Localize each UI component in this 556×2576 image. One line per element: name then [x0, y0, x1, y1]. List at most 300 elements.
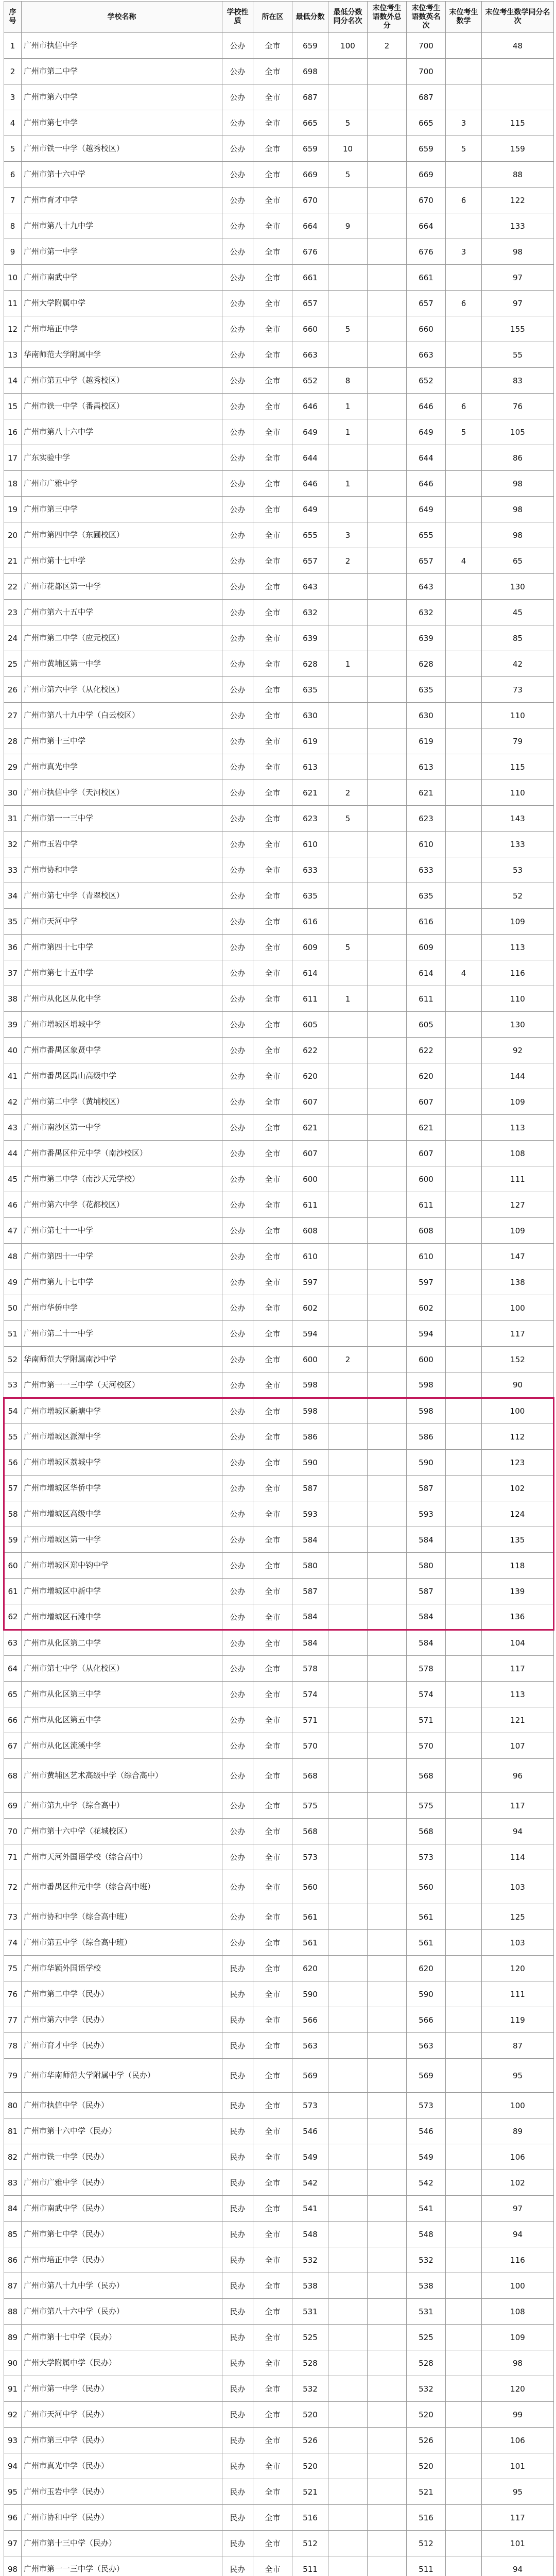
cell-school-name: 广州市育才中学 — [22, 188, 222, 213]
table-row — [4, 2196, 554, 2222]
cell-min-score: 584 — [292, 1604, 328, 1630]
cell-last-math — [446, 1930, 482, 1956]
cell-last-math-rank: 110 — [482, 986, 554, 1012]
cell-district: 全市 — [253, 1347, 292, 1372]
cell-seq: 71 — [4, 1844, 22, 1870]
cell-min-score-rank — [328, 1759, 368, 1793]
table-row — [4, 1398, 554, 1424]
table-row — [4, 1553, 554, 1579]
cell-last-math — [446, 2350, 482, 2376]
cell-school-name: 广州市从化区从化中学 — [22, 986, 222, 1012]
cell-school-name: 广州市华颖外国语学校 — [22, 1956, 222, 1981]
cell-seq: 54 — [4, 1398, 22, 1424]
cell-min-score: 621 — [292, 780, 328, 806]
cell-last-math — [446, 1501, 482, 1527]
cell-last-math — [446, 1904, 482, 1930]
cell-last-math-rank: 143 — [482, 806, 554, 832]
cell-last-math — [446, 1141, 482, 1166]
cell-min-score-rank — [328, 600, 368, 625]
cell-min-score-rank — [328, 1707, 368, 1733]
cell-school-name: 华南师范大学附属南沙中学 — [22, 1347, 222, 1372]
cell-seq: 3 — [4, 84, 22, 110]
cell-last-math-rank: 90 — [482, 1372, 554, 1398]
cell-seq: 38 — [4, 986, 22, 1012]
cell-last-math — [446, 1819, 482, 1844]
cell-last-total — [368, 2376, 407, 2402]
cell-school-type: 公办 — [222, 600, 253, 625]
table-row — [4, 445, 554, 471]
cell-district: 全市 — [253, 2376, 292, 2402]
cell-last-math — [446, 806, 482, 832]
cell-seq: 53 — [4, 1372, 22, 1398]
cell-min-score: 600 — [292, 1166, 328, 1192]
cell-school-type: 公办 — [222, 136, 253, 162]
cell-last-total — [368, 2453, 407, 2479]
cell-district: 全市 — [253, 1819, 292, 1844]
cell-last-total — [368, 2505, 407, 2531]
cell-school-name: 广州市天河中学 — [22, 909, 222, 935]
cell-seq: 28 — [4, 728, 22, 754]
cell-last-math-rank: 152 — [482, 1347, 554, 1372]
cell-district: 全市 — [253, 1981, 292, 2007]
cell-min-score: 560 — [292, 1870, 328, 1904]
cell-min-score-rank — [328, 1398, 368, 1424]
cell-last-rank: 538 — [407, 2273, 446, 2299]
cell-last-math-rank: 105 — [482, 419, 554, 445]
cell-last-rank: 531 — [407, 2299, 446, 2325]
cell-last-total — [368, 110, 407, 136]
cell-min-score-rank — [328, 1424, 368, 1450]
table-row — [4, 162, 554, 188]
cell-seq: 6 — [4, 162, 22, 188]
cell-seq: 69 — [4, 1793, 22, 1819]
cell-seq: 42 — [4, 1089, 22, 1115]
cell-min-score: 526 — [292, 2428, 328, 2453]
cell-seq: 82 — [4, 2144, 22, 2170]
cell-last-rank: 560 — [407, 1870, 446, 1904]
cell-school-type: 公办 — [222, 574, 253, 600]
cell-last-math — [446, 1707, 482, 1733]
cell-school-name: 广州市玉岩中学（民办） — [22, 2479, 222, 2505]
cell-seq: 77 — [4, 2007, 22, 2033]
cell-last-math-rank: 87 — [482, 2033, 554, 2059]
cell-school-name: 广州市增城区高级中学 — [22, 1501, 222, 1527]
cell-seq: 20 — [4, 522, 22, 548]
cell-school-type: 公办 — [222, 1372, 253, 1398]
cell-last-math: 3 — [446, 239, 482, 265]
cell-last-rank: 611 — [407, 1192, 446, 1218]
cell-last-math-rank: 97 — [482, 265, 554, 291]
cell-min-score-rank — [328, 1476, 368, 1501]
cell-last-math — [446, 1630, 482, 1656]
cell-last-math — [446, 600, 482, 625]
cell-district: 全市 — [253, 136, 292, 162]
cell-last-math — [446, 497, 482, 522]
cell-last-math — [446, 728, 482, 754]
cell-last-math — [446, 935, 482, 960]
cell-seq: 90 — [4, 2350, 22, 2376]
cell-last-math — [446, 2273, 482, 2299]
table-row — [4, 33, 554, 59]
table-row — [4, 239, 554, 265]
cell-last-total — [368, 2273, 407, 2299]
cell-min-score-rank — [328, 1870, 368, 1904]
cell-last-math — [446, 2556, 482, 2576]
cell-school-type: 公办 — [222, 1793, 253, 1819]
cell-school-type: 公办 — [222, 1166, 253, 1192]
cell-last-rank: 521 — [407, 2479, 446, 2505]
cell-school-name: 广州市第四十一中学 — [22, 1244, 222, 1269]
cell-min-score: 563 — [292, 2033, 328, 2059]
cell-min-score: 573 — [292, 1844, 328, 1870]
cell-last-rank: 644 — [407, 445, 446, 471]
cell-school-type: 公办 — [222, 368, 253, 394]
cell-last-math — [446, 1347, 482, 1372]
cell-school-type: 公办 — [222, 162, 253, 188]
cell-last-math-rank: 144 — [482, 1063, 554, 1089]
cell-min-score: 633 — [292, 857, 328, 883]
cell-last-math: 6 — [446, 291, 482, 316]
cell-seq: 31 — [4, 806, 22, 832]
cell-last-rank: 639 — [407, 625, 446, 651]
cell-min-score: 521 — [292, 2479, 328, 2505]
cell-min-score: 616 — [292, 909, 328, 935]
cell-last-math — [446, 2299, 482, 2325]
cell-last-math — [446, 986, 482, 1012]
cell-last-math — [446, 1604, 482, 1630]
cell-min-score-rank — [328, 1269, 368, 1295]
cell-district: 全市 — [253, 1372, 292, 1398]
header-last-total: 末位考生语数外总分 — [368, 2, 407, 33]
cell-last-rank: 520 — [407, 2453, 446, 2479]
cell-last-rank: 700 — [407, 33, 446, 59]
cell-school-name: 广州市从化区流溪中学 — [22, 1733, 222, 1759]
cell-min-score-rank — [328, 2505, 368, 2531]
cell-min-score-rank — [328, 2376, 368, 2402]
cell-last-math — [446, 471, 482, 497]
cell-school-type: 公办 — [222, 1930, 253, 1956]
cell-school-name: 广州市培正中学（民办） — [22, 2247, 222, 2273]
cell-last-math — [446, 1476, 482, 1501]
cell-last-total — [368, 548, 407, 574]
cell-min-score-rank — [328, 2059, 368, 2093]
cell-school-type: 公办 — [222, 1904, 253, 1930]
cell-min-score: 568 — [292, 1759, 328, 1793]
table-row — [4, 2093, 554, 2119]
cell-last-math — [446, 445, 482, 471]
table-row — [4, 2299, 554, 2325]
cell-district: 全市 — [253, 548, 292, 574]
cell-last-math — [446, 677, 482, 703]
cell-school-type: 公办 — [222, 806, 253, 832]
cell-last-math-rank: 97 — [482, 2196, 554, 2222]
header-min-score-rank: 最低分数同分名次 — [328, 2, 368, 33]
cell-last-math-rank: 122 — [482, 188, 554, 213]
cell-last-total — [368, 1656, 407, 1682]
cell-seq: 27 — [4, 703, 22, 728]
cell-last-math-rank: 101 — [482, 2453, 554, 2479]
header-row — [4, 2, 554, 33]
cell-school-name: 广州市增城区中新中学 — [22, 1579, 222, 1604]
cell-last-math-rank: 115 — [482, 110, 554, 136]
cell-seq: 85 — [4, 2222, 22, 2247]
cell-last-math-rank: 110 — [482, 703, 554, 728]
cell-min-score-rank — [328, 2299, 368, 2325]
cell-last-rank: 611 — [407, 986, 446, 1012]
cell-last-math — [446, 2531, 482, 2556]
cell-min-score: 598 — [292, 1372, 328, 1398]
cell-min-score-rank — [328, 1930, 368, 1956]
cell-last-total — [368, 883, 407, 909]
cell-school-type: 公办 — [222, 316, 253, 342]
cell-district: 全市 — [253, 2453, 292, 2479]
cell-school-type: 公办 — [222, 703, 253, 728]
cell-last-math-rank: 98 — [482, 522, 554, 548]
table-row — [4, 419, 554, 445]
cell-last-total — [368, 1089, 407, 1115]
cell-last-total — [368, 522, 407, 548]
cell-last-total — [368, 728, 407, 754]
cell-school-name: 广州市第六中学（从化校区） — [22, 677, 222, 703]
cell-seq: 75 — [4, 1956, 22, 1981]
cell-last-math — [446, 1398, 482, 1424]
cell-seq: 83 — [4, 2170, 22, 2196]
cell-district: 全市 — [253, 1656, 292, 1682]
cell-last-math — [446, 1218, 482, 1244]
cell-last-rank: 584 — [407, 1527, 446, 1553]
cell-last-math — [446, 1656, 482, 1682]
table-row — [4, 2170, 554, 2196]
cell-district: 全市 — [253, 1244, 292, 1269]
cell-school-name: 广州市第二中学（应元校区） — [22, 625, 222, 651]
cell-min-score: 590 — [292, 1450, 328, 1476]
cell-last-math-rank: 83 — [482, 368, 554, 394]
cell-min-score-rank: 10 — [328, 136, 368, 162]
table-row — [4, 1321, 554, 1347]
admission-score-sheet — [3, 1, 553, 2576]
cell-min-score-rank: 2 — [328, 548, 368, 574]
cell-last-math: 6 — [446, 188, 482, 213]
cell-seq: 93 — [4, 2428, 22, 2453]
cell-school-name: 广州市铁一中学（民办） — [22, 2144, 222, 2170]
cell-min-score: 590 — [292, 1981, 328, 2007]
cell-last-total — [368, 1759, 407, 1793]
cell-last-math-rank: 45 — [482, 600, 554, 625]
cell-min-score: 584 — [292, 1630, 328, 1656]
cell-school-type: 民办 — [222, 2428, 253, 2453]
table-row — [4, 213, 554, 239]
table-row — [4, 1630, 554, 1656]
cell-school-type: 公办 — [222, 728, 253, 754]
cell-last-math-rank: 117 — [482, 1656, 554, 1682]
cell-last-total — [368, 2428, 407, 2453]
cell-school-name: 广州市第五中学（综合高中班） — [22, 1930, 222, 1956]
cell-last-rank: 532 — [407, 2247, 446, 2273]
cell-last-math — [446, 1733, 482, 1759]
cell-seq: 37 — [4, 960, 22, 986]
cell-seq: 36 — [4, 935, 22, 960]
cell-school-type: 公办 — [222, 857, 253, 883]
cell-last-rank: 563 — [407, 2033, 446, 2059]
cell-school-name: 广州市增城区增城中学 — [22, 1012, 222, 1038]
cell-last-rank: 608 — [407, 1218, 446, 1244]
cell-school-name: 广州市第一一三中学 — [22, 806, 222, 832]
cell-last-math-rank: 109 — [482, 1218, 554, 1244]
cell-school-name: 广州市第四中学（东圃校区） — [22, 522, 222, 548]
cell-min-score: 632 — [292, 600, 328, 625]
cell-min-score: 610 — [292, 1244, 328, 1269]
table-row — [4, 548, 554, 574]
cell-school-type: 民办 — [222, 2196, 253, 2222]
cell-seq: 72 — [4, 1870, 22, 1904]
cell-last-math-rank: 113 — [482, 935, 554, 960]
cell-seq: 39 — [4, 1012, 22, 1038]
table-row — [4, 1192, 554, 1218]
cell-district: 全市 — [253, 754, 292, 780]
cell-min-score-rank — [328, 59, 368, 84]
cell-school-type: 民办 — [222, 2119, 253, 2144]
cell-school-type: 公办 — [222, 471, 253, 497]
cell-min-score: 644 — [292, 445, 328, 471]
cell-district: 全市 — [253, 1630, 292, 1656]
cell-min-score: 663 — [292, 342, 328, 368]
cell-last-math — [446, 703, 482, 728]
cell-last-math — [446, 2453, 482, 2479]
cell-last-math-rank: 117 — [482, 1793, 554, 1819]
table-row — [4, 2033, 554, 2059]
cell-min-score: 586 — [292, 1424, 328, 1450]
cell-min-score: 525 — [292, 2325, 328, 2350]
cell-school-type: 民办 — [222, 2273, 253, 2299]
cell-last-rank: 630 — [407, 703, 446, 728]
cell-last-math-rank: 99 — [482, 2402, 554, 2428]
cell-district: 全市 — [253, 1166, 292, 1192]
cell-seq: 70 — [4, 1819, 22, 1844]
cell-min-score: 598 — [292, 1398, 328, 1424]
cell-last-math — [446, 1424, 482, 1450]
cell-last-total — [368, 2222, 407, 2247]
cell-seq: 73 — [4, 1904, 22, 1930]
cell-last-rank: 598 — [407, 1372, 446, 1398]
cell-school-type: 公办 — [222, 1527, 253, 1553]
cell-last-math-rank: 102 — [482, 1476, 554, 1501]
cell-school-name: 广州市从化区第三中学 — [22, 1682, 222, 1707]
cell-last-rank: 561 — [407, 1904, 446, 1930]
cell-last-math — [446, 1115, 482, 1141]
cell-last-total: 2 — [368, 33, 407, 59]
cell-school-name: 广州市第一中学 — [22, 239, 222, 265]
cell-min-score-rank — [328, 1115, 368, 1141]
cell-min-score-rank — [328, 2531, 368, 2556]
cell-district: 全市 — [253, 2007, 292, 2033]
cell-min-score: 561 — [292, 1904, 328, 1930]
cell-last-math-rank: 121 — [482, 1707, 554, 1733]
table-row — [4, 1930, 554, 1956]
cell-district: 全市 — [253, 2170, 292, 2196]
cell-min-score: 643 — [292, 574, 328, 600]
cell-seq: 68 — [4, 1759, 22, 1793]
cell-seq: 26 — [4, 677, 22, 703]
cell-school-name: 广州市增城区第一中学 — [22, 1527, 222, 1553]
table-row — [4, 1527, 554, 1553]
cell-school-name: 广州市执信中学 — [22, 33, 222, 59]
cell-min-score-rank — [328, 909, 368, 935]
table-row — [4, 110, 554, 136]
header-last-rank: 末位考生语数英名次 — [407, 2, 446, 33]
header-last-math: 末位考生数学 — [446, 2, 482, 33]
cell-last-total — [368, 2093, 407, 2119]
cell-min-score: 532 — [292, 2247, 328, 2273]
cell-last-rank: 616 — [407, 909, 446, 935]
cell-min-score-rank — [328, 625, 368, 651]
cell-min-score: 649 — [292, 497, 328, 522]
cell-seq: 52 — [4, 1347, 22, 1372]
table-row — [4, 368, 554, 394]
cell-school-type: 公办 — [222, 188, 253, 213]
cell-district: 全市 — [253, 2222, 292, 2247]
cell-last-rank: 655 — [407, 522, 446, 548]
cell-district: 全市 — [253, 1553, 292, 1579]
cell-seq: 55 — [4, 1424, 22, 1450]
cell-last-total — [368, 59, 407, 84]
table-row — [4, 1904, 554, 1930]
cell-seq: 32 — [4, 832, 22, 857]
table-row — [4, 986, 554, 1012]
cell-last-math-rank: 102 — [482, 2170, 554, 2196]
cell-school-name: 广州市第十六中学 — [22, 162, 222, 188]
cell-min-score: 687 — [292, 84, 328, 110]
cell-last-rank: 602 — [407, 1295, 446, 1321]
cell-last-total — [368, 780, 407, 806]
cell-seq: 23 — [4, 600, 22, 625]
cell-last-rank: 635 — [407, 883, 446, 909]
cell-school-type: 公办 — [222, 1398, 253, 1424]
cell-last-math-rank: 111 — [482, 1981, 554, 2007]
cell-last-math-rank: 116 — [482, 960, 554, 986]
cell-school-type: 公办 — [222, 1192, 253, 1218]
cell-seq: 59 — [4, 1527, 22, 1553]
cell-last-math — [446, 832, 482, 857]
cell-last-total — [368, 239, 407, 265]
cell-last-rank: 635 — [407, 677, 446, 703]
cell-last-total — [368, 1682, 407, 1707]
cell-seq: 30 — [4, 780, 22, 806]
cell-last-math — [446, 780, 482, 806]
cell-min-score-rank — [328, 2428, 368, 2453]
cell-district: 全市 — [253, 2059, 292, 2093]
cell-last-math — [446, 1089, 482, 1115]
cell-last-total — [368, 2170, 407, 2196]
cell-min-score: 593 — [292, 1501, 328, 1527]
cell-last-math-rank: 117 — [482, 1321, 554, 1347]
header-school-type: 学校性质 — [222, 2, 253, 33]
cell-last-rank: 526 — [407, 2428, 446, 2453]
cell-last-rank: 657 — [407, 548, 446, 574]
cell-school-name: 广州市番禺区禺山高级中学 — [22, 1063, 222, 1089]
cell-school-name: 广州市第五中学（越秀校区） — [22, 368, 222, 394]
cell-school-type: 民办 — [222, 2505, 253, 2531]
cell-last-math — [446, 522, 482, 548]
cell-school-name: 广州市第十七中学 — [22, 548, 222, 574]
cell-district: 全市 — [253, 2325, 292, 2350]
cell-last-total — [368, 2299, 407, 2325]
cell-seq: 45 — [4, 1166, 22, 1192]
cell-last-rank: 676 — [407, 239, 446, 265]
cell-last-math-rank — [482, 59, 554, 84]
cell-district: 全市 — [253, 1192, 292, 1218]
table-row — [4, 1819, 554, 1844]
cell-school-type: 公办 — [222, 1089, 253, 1115]
